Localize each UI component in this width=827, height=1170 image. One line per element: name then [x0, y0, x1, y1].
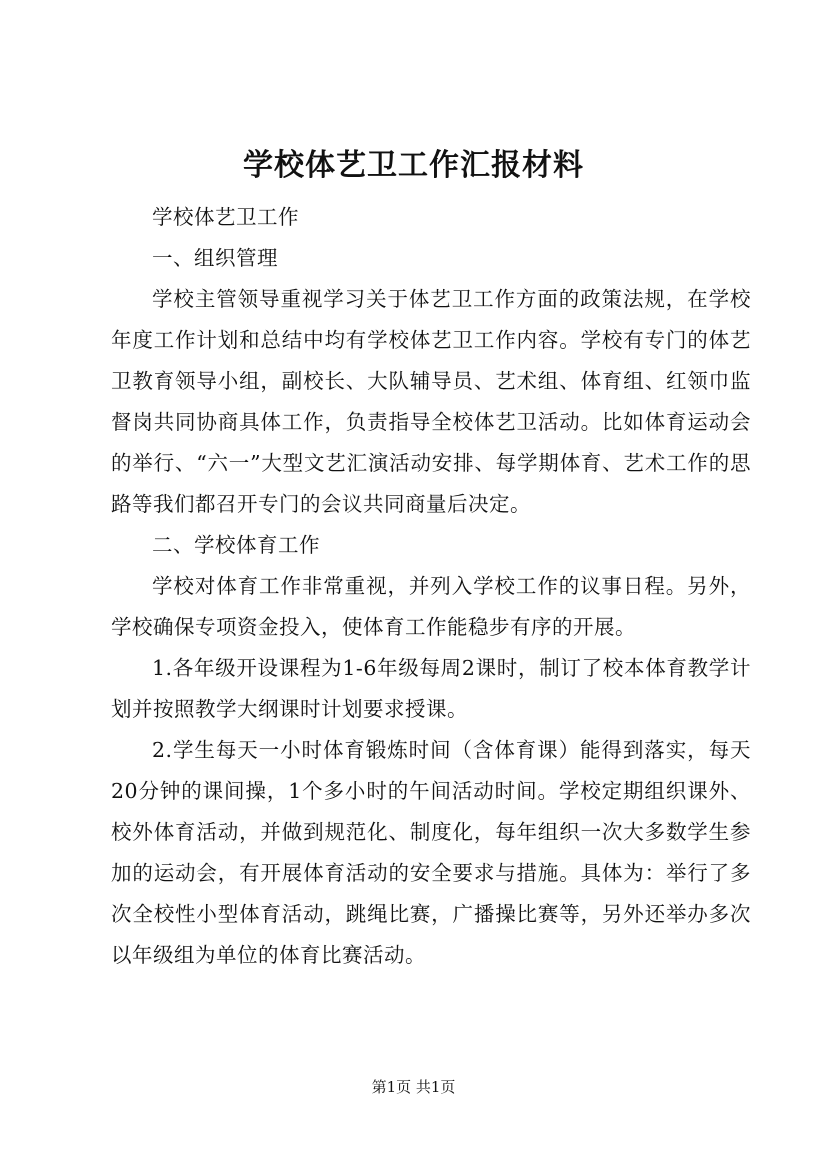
paragraph-item-2: 2.学生每天一小时体育锻炼时间（含体育课）能得到落实，每天20分钟的课间操，1个多小时的午间活动时间。学校定期组织课外、校外体育活动，并做到规范化、制度化，每年组织一次大多数学生参加的运动会，有开展体育活动的安全要求与措施。具体为：举行了多次全校性小型体育活动，跳绳比赛，广播操比赛等，另外还举办多次以年级组为单位的体育比赛活动。: [111, 738, 751, 967]
document-body: [111, 197, 751, 976]
heading-school-sports: 二、学校体育工作: [152, 533, 320, 557]
page-footer: 第1页 共1页: [371, 1078, 456, 1096]
paragraph-subtitle: 学校体艺卫工作: [152, 205, 299, 229]
paragraph-item-1: 1.各年级开设课程为1-6年级每周2课时，制订了校本体育教学计划并按照教学大纲课时计划要求授课。: [111, 656, 751, 721]
paragraph-organization: 学校主管领导重视学习关于体艺卫工作方面的政策法规，在学校年度工作计划和总结中均有学校体艺卫工作内容。学校有专门的体艺卫教育领导小组，副校长、大队辅导员、艺术组、体育组、红领巾监督岗共同协商具体工作，负责指导全校体艺卫活动。比如体育运动会的举行、“六一”大型文艺汇演活动安排、每学期体育、艺术工作的思路等我们都召开专门的会议共同商量后决定。: [111, 287, 751, 516]
document-title: 学校体艺卫工作汇报材料: [243, 148, 584, 183]
paragraph-sports-intro: 学校对体育工作非常重视，并列入学校工作的议事日程。另外，学校确保专项资金投入，使体育工作能稳步有序的开展。: [111, 574, 751, 639]
heading-organization-management: 一、组织管理: [152, 246, 278, 270]
